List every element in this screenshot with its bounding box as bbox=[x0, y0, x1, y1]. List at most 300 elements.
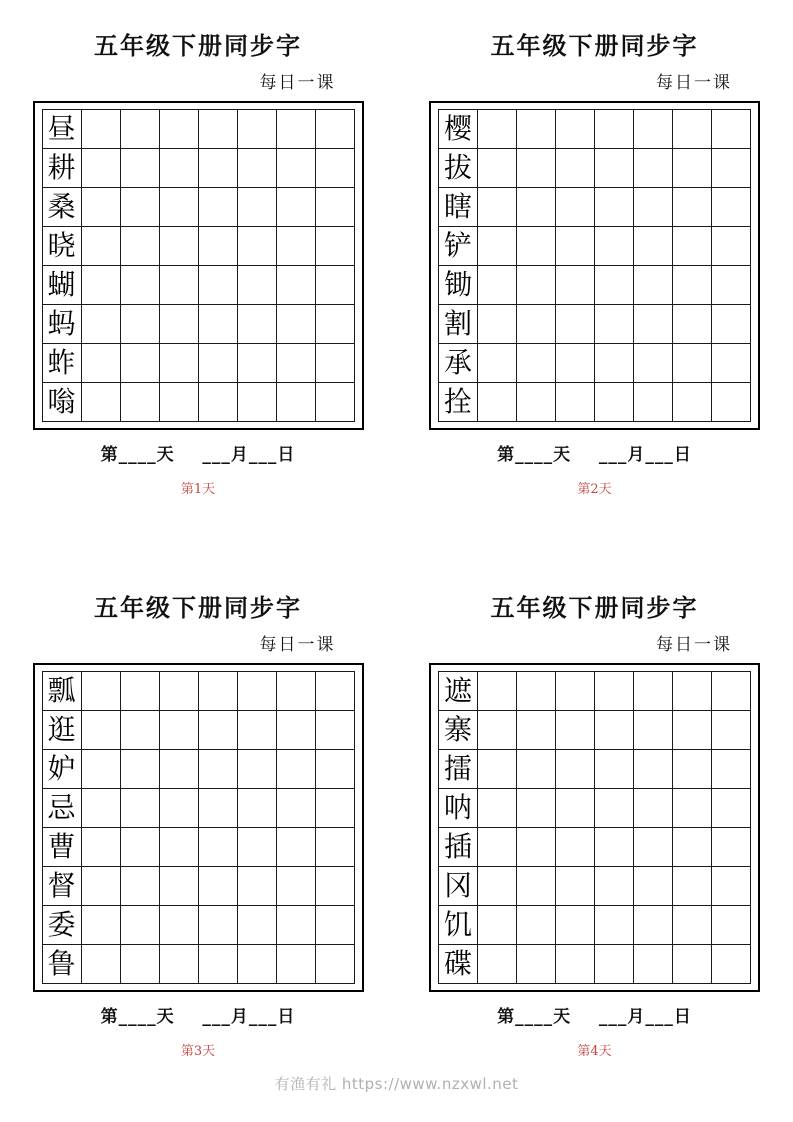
practice-cell bbox=[81, 750, 120, 789]
practice-cell bbox=[634, 828, 673, 867]
practice-cell bbox=[237, 344, 276, 383]
practice-cell bbox=[517, 750, 556, 789]
practice-cell bbox=[478, 344, 517, 383]
grid-row bbox=[42, 945, 354, 984]
practice-cell bbox=[712, 344, 751, 383]
practice-cell bbox=[517, 867, 556, 906]
practice-cell bbox=[478, 711, 517, 750]
practice-cell bbox=[237, 789, 276, 828]
model-character-cell: 耕 bbox=[42, 149, 81, 188]
practice-cell bbox=[478, 383, 517, 422]
practice-cell bbox=[276, 750, 315, 789]
date-fill-in-line: 第____天 ___月___日 bbox=[100, 445, 296, 466]
practice-cell bbox=[120, 305, 159, 344]
model-character-cell: 寨 bbox=[439, 711, 478, 750]
practice-cell bbox=[159, 789, 198, 828]
practice-cell bbox=[81, 227, 120, 266]
grid-row bbox=[42, 789, 354, 828]
practice-cell bbox=[673, 672, 712, 711]
practice-cell bbox=[517, 711, 556, 750]
practice-cell bbox=[276, 149, 315, 188]
practice-cell bbox=[634, 266, 673, 305]
model-character-cell: 督 bbox=[42, 867, 81, 906]
worksheet-subtitle: 每日一课 bbox=[656, 73, 732, 94]
practice-cell bbox=[237, 945, 276, 984]
grid-row bbox=[439, 344, 751, 383]
practice-cell bbox=[276, 945, 315, 984]
model-character-cell: 蚱 bbox=[42, 344, 81, 383]
practice-cell bbox=[315, 750, 354, 789]
practice-cell bbox=[159, 906, 198, 945]
grid-row bbox=[42, 867, 354, 906]
practice-cell bbox=[120, 227, 159, 266]
practice-cell bbox=[556, 344, 595, 383]
practice-cell bbox=[556, 227, 595, 266]
practice-cell bbox=[315, 945, 354, 984]
practice-cell bbox=[237, 149, 276, 188]
practice-grid bbox=[438, 671, 751, 984]
practice-cell bbox=[556, 110, 595, 149]
practice-cell bbox=[712, 750, 751, 789]
model-character-cell: 嗡 bbox=[42, 383, 81, 422]
practice-cell bbox=[315, 867, 354, 906]
practice-cell bbox=[120, 711, 159, 750]
practice-cell bbox=[556, 672, 595, 711]
practice-cell bbox=[315, 188, 354, 227]
practice-cell bbox=[159, 188, 198, 227]
practice-cell bbox=[237, 906, 276, 945]
practice-grid bbox=[42, 109, 355, 422]
model-character-cell: 蚂 bbox=[42, 305, 81, 344]
practice-cell bbox=[159, 110, 198, 149]
practice-cell bbox=[276, 711, 315, 750]
practice-cell bbox=[595, 750, 634, 789]
practice-cell bbox=[276, 266, 315, 305]
practice-cell bbox=[237, 711, 276, 750]
practice-grid-box bbox=[33, 101, 364, 430]
worksheet-subtitle: 每日一课 bbox=[656, 635, 732, 656]
practice-cell bbox=[237, 672, 276, 711]
grid-row bbox=[439, 789, 751, 828]
practice-cell bbox=[478, 906, 517, 945]
practice-cell bbox=[276, 344, 315, 383]
practice-cell bbox=[120, 110, 159, 149]
practice-cell bbox=[712, 906, 751, 945]
practice-cell bbox=[198, 266, 237, 305]
practice-cell bbox=[159, 383, 198, 422]
practice-cell bbox=[478, 188, 517, 227]
grid-row bbox=[439, 711, 751, 750]
grid-row bbox=[42, 383, 354, 422]
practice-cell bbox=[120, 383, 159, 422]
practice-grid bbox=[42, 671, 355, 984]
practice-cell bbox=[237, 188, 276, 227]
practice-cell bbox=[673, 711, 712, 750]
model-character-cell: 樱 bbox=[439, 110, 478, 149]
grid-row bbox=[439, 188, 751, 227]
practice-cell bbox=[315, 672, 354, 711]
practice-cell bbox=[556, 305, 595, 344]
grid-row bbox=[42, 344, 354, 383]
worksheet-title: 五年级下册同步字 bbox=[94, 593, 302, 622]
practice-cell bbox=[634, 383, 673, 422]
practice-cell bbox=[673, 789, 712, 828]
practice-cell bbox=[517, 110, 556, 149]
practice-cell bbox=[595, 711, 634, 750]
grid-row bbox=[439, 110, 751, 149]
practice-cell bbox=[556, 266, 595, 305]
practice-cell bbox=[198, 110, 237, 149]
practice-cell bbox=[673, 750, 712, 789]
practice-cell bbox=[595, 227, 634, 266]
practice-cell bbox=[159, 266, 198, 305]
practice-cell bbox=[517, 945, 556, 984]
practice-cell bbox=[198, 188, 237, 227]
model-character-cell: 妒 bbox=[42, 750, 81, 789]
practice-cell bbox=[198, 227, 237, 266]
practice-cell bbox=[712, 305, 751, 344]
practice-cell bbox=[478, 266, 517, 305]
worksheet-quadrant-1 bbox=[0, 0, 396, 562]
grid-row bbox=[42, 227, 354, 266]
practice-cell bbox=[478, 945, 517, 984]
practice-cell bbox=[673, 305, 712, 344]
day-number-label: 第4天 bbox=[577, 1044, 612, 1060]
grid-row bbox=[439, 867, 751, 906]
practice-cell bbox=[198, 906, 237, 945]
model-character-cell: 蝴 bbox=[42, 266, 81, 305]
practice-cell bbox=[517, 789, 556, 828]
model-character-cell: 饥 bbox=[439, 906, 478, 945]
grid-row bbox=[42, 305, 354, 344]
practice-cell bbox=[315, 227, 354, 266]
worksheet-subtitle: 每日一课 bbox=[259, 635, 336, 656]
footer-watermark: 有渔有礼 https://www.nzxwl.net bbox=[274, 1075, 519, 1093]
grid-row bbox=[42, 906, 354, 945]
practice-cell bbox=[712, 945, 751, 984]
practice-cell bbox=[595, 383, 634, 422]
practice-cell bbox=[478, 149, 517, 188]
practice-cell bbox=[595, 344, 634, 383]
practice-cell bbox=[159, 828, 198, 867]
practice-cell bbox=[634, 110, 673, 149]
model-character-cell: 鲁 bbox=[42, 945, 81, 984]
grid-row bbox=[439, 906, 751, 945]
grid-row bbox=[439, 945, 751, 984]
practice-cell bbox=[159, 867, 198, 906]
practice-cell bbox=[81, 711, 120, 750]
practice-cell bbox=[517, 344, 556, 383]
practice-cell bbox=[159, 305, 198, 344]
practice-cell bbox=[634, 149, 673, 188]
worksheet-quadrant-2 bbox=[396, 0, 793, 562]
practice-grid-box bbox=[429, 101, 760, 430]
practice-cell bbox=[673, 383, 712, 422]
practice-cell bbox=[81, 383, 120, 422]
grid-row bbox=[42, 672, 354, 711]
practice-cell bbox=[634, 227, 673, 266]
practice-cell bbox=[634, 305, 673, 344]
worksheet-title: 五年级下册同步字 bbox=[490, 593, 699, 622]
practice-cell bbox=[237, 828, 276, 867]
practice-cell bbox=[712, 188, 751, 227]
practice-cell bbox=[120, 867, 159, 906]
practice-cell bbox=[120, 672, 159, 711]
practice-cell bbox=[315, 711, 354, 750]
practice-cell bbox=[712, 383, 751, 422]
model-character-cell: 遮 bbox=[439, 672, 478, 711]
practice-cell bbox=[198, 789, 237, 828]
practice-cell bbox=[237, 110, 276, 149]
practice-cell bbox=[712, 711, 751, 750]
practice-cell bbox=[276, 672, 315, 711]
practice-cell bbox=[315, 789, 354, 828]
practice-cell bbox=[81, 305, 120, 344]
day-number-label: 第1天 bbox=[180, 482, 216, 498]
practice-cell bbox=[673, 828, 712, 867]
grid-row bbox=[439, 750, 751, 789]
worksheet-quadrant-3 bbox=[0, 562, 396, 1072]
grid-row bbox=[439, 672, 751, 711]
practice-cell bbox=[634, 672, 673, 711]
practice-cell bbox=[315, 383, 354, 422]
practice-cell bbox=[673, 227, 712, 266]
practice-grid bbox=[438, 109, 751, 422]
practice-cell bbox=[81, 188, 120, 227]
practice-cell bbox=[315, 828, 354, 867]
practice-cell bbox=[517, 227, 556, 266]
practice-cell bbox=[517, 305, 556, 344]
model-character-cell: 瓢 bbox=[42, 672, 81, 711]
practice-cell bbox=[634, 188, 673, 227]
practice-cell bbox=[198, 672, 237, 711]
practice-cell bbox=[276, 828, 315, 867]
practice-cell bbox=[478, 828, 517, 867]
practice-cell bbox=[120, 945, 159, 984]
grid-row bbox=[42, 750, 354, 789]
practice-cell bbox=[198, 383, 237, 422]
practice-cell bbox=[595, 672, 634, 711]
practice-cell bbox=[120, 906, 159, 945]
practice-cell bbox=[198, 867, 237, 906]
practice-cell bbox=[315, 906, 354, 945]
model-character-cell: 插 bbox=[439, 828, 478, 867]
grid-row bbox=[42, 188, 354, 227]
practice-cell bbox=[634, 906, 673, 945]
practice-cell bbox=[517, 383, 556, 422]
practice-cell bbox=[517, 188, 556, 227]
practice-cell bbox=[673, 149, 712, 188]
practice-cell bbox=[673, 110, 712, 149]
practice-cell bbox=[120, 149, 159, 188]
practice-grid-box bbox=[33, 663, 364, 992]
practice-cell bbox=[595, 945, 634, 984]
practice-cell bbox=[556, 188, 595, 227]
practice-cell bbox=[595, 110, 634, 149]
date-fill-in-line: 第____天 ___月___日 bbox=[497, 445, 692, 466]
practice-cell bbox=[159, 672, 198, 711]
practice-cell bbox=[276, 227, 315, 266]
practice-cell bbox=[276, 110, 315, 149]
grid-row bbox=[42, 828, 354, 867]
practice-cell bbox=[556, 867, 595, 906]
grid-row bbox=[439, 227, 751, 266]
grid-row bbox=[439, 305, 751, 344]
grid-row bbox=[439, 828, 751, 867]
practice-cell bbox=[556, 945, 595, 984]
practice-cell bbox=[517, 149, 556, 188]
practice-cell bbox=[712, 867, 751, 906]
practice-cell bbox=[517, 906, 556, 945]
practice-cell bbox=[159, 227, 198, 266]
practice-cell bbox=[634, 750, 673, 789]
practice-cell bbox=[198, 750, 237, 789]
grid-row bbox=[42, 149, 354, 188]
model-character-cell: 铲 bbox=[439, 227, 478, 266]
date-fill-in-line: 第____天 ___月___日 bbox=[497, 1007, 692, 1028]
practice-cell bbox=[517, 672, 556, 711]
grid-row bbox=[439, 383, 751, 422]
practice-cell bbox=[478, 305, 517, 344]
practice-cell bbox=[556, 789, 595, 828]
model-character-cell: 割 bbox=[439, 305, 478, 344]
practice-cell bbox=[712, 828, 751, 867]
practice-cell bbox=[120, 750, 159, 789]
practice-cell bbox=[81, 110, 120, 149]
practice-cell bbox=[159, 750, 198, 789]
practice-cell bbox=[81, 906, 120, 945]
practice-grid-box bbox=[429, 663, 760, 992]
practice-cell bbox=[478, 789, 517, 828]
practice-cell bbox=[276, 383, 315, 422]
practice-cell bbox=[198, 149, 237, 188]
practice-cell bbox=[634, 344, 673, 383]
practice-cell bbox=[478, 750, 517, 789]
practice-cell bbox=[81, 266, 120, 305]
grid-row bbox=[42, 711, 354, 750]
model-character-cell: 逛 bbox=[42, 711, 81, 750]
practice-cell bbox=[159, 711, 198, 750]
practice-cell bbox=[198, 344, 237, 383]
practice-cell bbox=[595, 789, 634, 828]
model-character-cell: 桑 bbox=[42, 188, 81, 227]
practice-cell bbox=[81, 828, 120, 867]
practice-cell bbox=[634, 867, 673, 906]
practice-cell bbox=[237, 383, 276, 422]
worksheet-title: 五年级下册同步字 bbox=[94, 31, 302, 60]
practice-cell bbox=[478, 672, 517, 711]
practice-cell bbox=[712, 110, 751, 149]
practice-cell bbox=[712, 789, 751, 828]
practice-cell bbox=[673, 867, 712, 906]
practice-cell bbox=[276, 906, 315, 945]
practice-cell bbox=[198, 711, 237, 750]
practice-cell bbox=[595, 906, 634, 945]
model-character-cell: 锄 bbox=[439, 266, 478, 305]
practice-cell bbox=[159, 945, 198, 984]
practice-cell bbox=[595, 867, 634, 906]
practice-cell bbox=[556, 906, 595, 945]
practice-cell bbox=[276, 867, 315, 906]
practice-cell bbox=[712, 672, 751, 711]
practice-cell bbox=[556, 149, 595, 188]
practice-cell bbox=[159, 344, 198, 383]
practice-cell bbox=[712, 149, 751, 188]
model-character-cell: 拔 bbox=[439, 149, 478, 188]
practice-cell bbox=[237, 750, 276, 789]
practice-cell bbox=[237, 266, 276, 305]
grid-row bbox=[439, 266, 751, 305]
practice-cell bbox=[595, 266, 634, 305]
practice-cell bbox=[478, 867, 517, 906]
model-character-cell: 拴 bbox=[439, 383, 478, 422]
date-fill-in-line: 第____天 ___月___日 bbox=[100, 1007, 296, 1028]
model-character-cell: 委 bbox=[42, 906, 81, 945]
practice-cell bbox=[159, 149, 198, 188]
practice-cell bbox=[634, 789, 673, 828]
practice-cell bbox=[81, 149, 120, 188]
practice-cell bbox=[198, 945, 237, 984]
practice-cell bbox=[81, 867, 120, 906]
practice-cell bbox=[315, 305, 354, 344]
practice-cell bbox=[237, 867, 276, 906]
grid-row bbox=[42, 266, 354, 305]
practice-cell bbox=[673, 945, 712, 984]
practice-cell bbox=[237, 305, 276, 344]
practice-cell bbox=[315, 344, 354, 383]
practice-cell bbox=[595, 149, 634, 188]
model-character-cell: 呐 bbox=[439, 789, 478, 828]
practice-cell bbox=[595, 305, 634, 344]
model-character-cell: 曹 bbox=[42, 828, 81, 867]
worksheet-quadrant-4 bbox=[396, 562, 793, 1072]
model-character-cell: 晓 bbox=[42, 227, 81, 266]
practice-cell bbox=[673, 906, 712, 945]
model-character-cell: 擂 bbox=[439, 750, 478, 789]
practice-cell bbox=[81, 344, 120, 383]
practice-cell bbox=[81, 672, 120, 711]
practice-cell bbox=[237, 227, 276, 266]
practice-cell bbox=[634, 711, 673, 750]
model-character-cell: 冈 bbox=[439, 867, 478, 906]
practice-cell bbox=[556, 711, 595, 750]
practice-cell bbox=[81, 789, 120, 828]
practice-cell bbox=[478, 110, 517, 149]
practice-cell bbox=[595, 828, 634, 867]
practice-cell bbox=[556, 828, 595, 867]
practice-cell bbox=[517, 266, 556, 305]
practice-cell bbox=[478, 227, 517, 266]
practice-cell bbox=[120, 266, 159, 305]
grid-row bbox=[42, 110, 354, 149]
practice-cell bbox=[315, 110, 354, 149]
model-character-cell: 昼 bbox=[42, 110, 81, 149]
practice-cell bbox=[120, 344, 159, 383]
grid-row bbox=[439, 149, 751, 188]
model-character-cell: 忌 bbox=[42, 789, 81, 828]
practice-cell bbox=[595, 188, 634, 227]
day-number-label: 第3天 bbox=[180, 1044, 216, 1060]
practice-cell bbox=[673, 188, 712, 227]
practice-cell bbox=[120, 828, 159, 867]
practice-cell bbox=[712, 227, 751, 266]
practice-cell bbox=[712, 266, 751, 305]
practice-cell bbox=[673, 344, 712, 383]
day-number-label: 第2天 bbox=[577, 482, 612, 498]
practice-cell bbox=[198, 828, 237, 867]
practice-cell bbox=[315, 266, 354, 305]
practice-cell bbox=[276, 789, 315, 828]
